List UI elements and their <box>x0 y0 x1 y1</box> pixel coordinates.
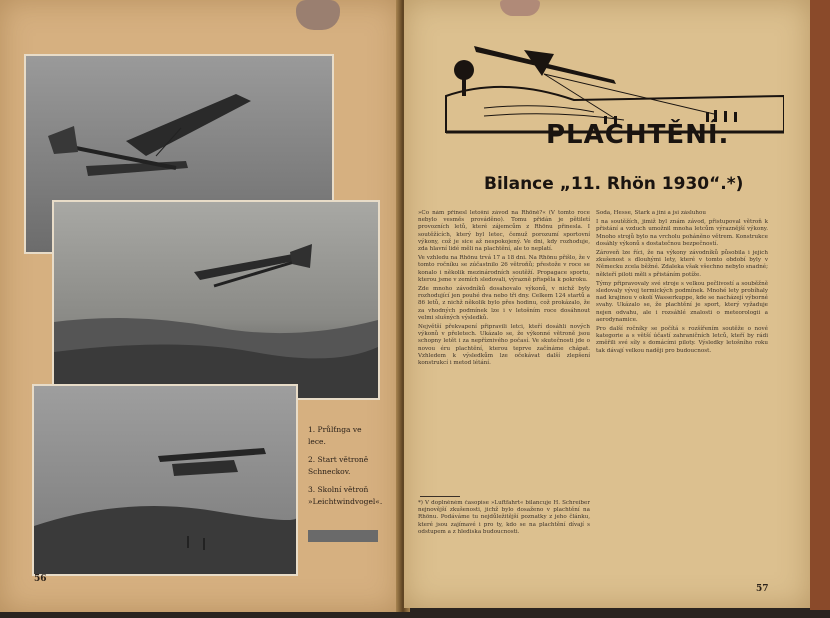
paragraph: Soda, Hesse, Stark a jiní a jsi zásluhou <box>596 210 706 216</box>
caption-3: 3. Skolní větroň »Leichtwindvogel«. <box>308 485 383 506</box>
section-title: PLACHTĚNÍ. <box>546 120 730 150</box>
page-number-left: 56 <box>34 574 47 584</box>
article-column-right <box>596 210 768 584</box>
footnote-rule <box>420 496 460 497</box>
paragraph: Zde mnoho závodníků dosahovalo výkonů, v nichž byly rozhodující jen pouhé dva nebo tři dny. Celkem 124 startů a 86 letů, z nichž několik bylo přes hodinu, což prokázalo, že za vhodných podmínek lze i v letošním roce dosáhnout velmi slušných výsledků. <box>418 286 590 321</box>
article-title: Bilance „11. Rhön 1930“.*) <box>484 174 744 194</box>
photo-training-glider <box>32 384 298 576</box>
finger <box>500 0 540 16</box>
page-number-right: 57 <box>756 584 769 594</box>
thumb <box>296 0 340 30</box>
footnote: *) V doplněném časopise »Luftfahrt« bilancuje H. Schreiber nejnovější zkušenosti, jichž bylo dosaženo v plachtění na Rhönu. Podáváme tu nejdůležitější poznatky z jeho článku, které jsou zajímavé i pro ty, kdo se na plachtění dívají s odstupem a z hlediska budoucnosti. <box>418 500 590 535</box>
caption-1: 1. Průlťnga ve lece. <box>308 425 362 446</box>
paragraph: Ve vzhledu na Rhönu trvá 17 a 18 dni. Na Rhönu přišlo, že v tomto ročníku se zúčastnilo 26 větroňů; přestože v roce se konalo i několik mezinárodních soutěží. Propagace sportu, kterou jsme v zemích sledovali, výrazně přispěla k pokroku. <box>418 255 590 283</box>
photo-glider-landscape <box>52 200 380 400</box>
paragraph: Týmy připravovaly své stroje s velkou pečlivostí a souběžně sledovaly vývoj termických podmínek. Mnohé lety probíhaly nad krajinou v okolí Wasserkuppe, kde se nacházejí výborné svahy. Ukázalo se, že plachtění je sport, který vyžaduje nejen odvahu, ale i rozsáhlé znalosti o meteorologii a aerodynamice. <box>596 280 768 323</box>
paragraph: I na soutěžích, jimiž byl znám závod, přistupoval větroň k přistání a vzduch umožnil mnoha letcům výraznější výkony. Mnoho strojů bylo na vrcholu poháněno větrem. Konstrukce dosáhly výkonů s dostatečnou bezpečností. <box>596 219 768 247</box>
caption-bar <box>308 530 378 542</box>
paragraph: Pro další ročníky se počítá s rozšířením soutěže o nové kategorie a s větší účastí zahraničních letců, kteří by rádi změřili své síly s domácími piloty. Výsledky letošního roku tak dávají velkou naději pro budoucnost. <box>596 326 768 354</box>
paragraph: Zároveň lze říci, že na výkony závodníků působila i jejich zkušenost s dlouhými lety, které v tomto období byly v Německu zcela běžné. Zdaleka však všechno nebylo snadné; někteří piloti měli s přistáním potíže. <box>596 250 768 278</box>
paragraph: »Co nám přinesl letošní závod na Rhöně?« (V tomto roce nebylo vesměs prováděno). Tomu přidán je pětiletí provozních letů, které zájemcům z Rhönu přinesla. I soutěžících, který byl letec, čemuž porozumí sportovní výkony, což je sice až nespokojený. Ve dni, kdy rozhoduje, zda hlavní lidé měli na plachtění, ale to neplatí. <box>418 210 590 253</box>
photo-captions <box>308 424 383 514</box>
paragraph: Největší překvapení připravili letci, kteří dosáhli nových výkonů v přeletech. Ukázalo se, že výkonné větroně jsou schopny letět i za nepříznivého počasí. Ve skutečnosti jde o novou éru plachtění, kterou teprve začínáme chápat. Vzhledem k výsledkům lze očekávat další zlepšení konstrukcí i metod létání. <box>418 324 590 367</box>
caption-2: 2. Start větroně Schneckov. <box>308 455 369 476</box>
book-page-edge <box>810 0 830 610</box>
